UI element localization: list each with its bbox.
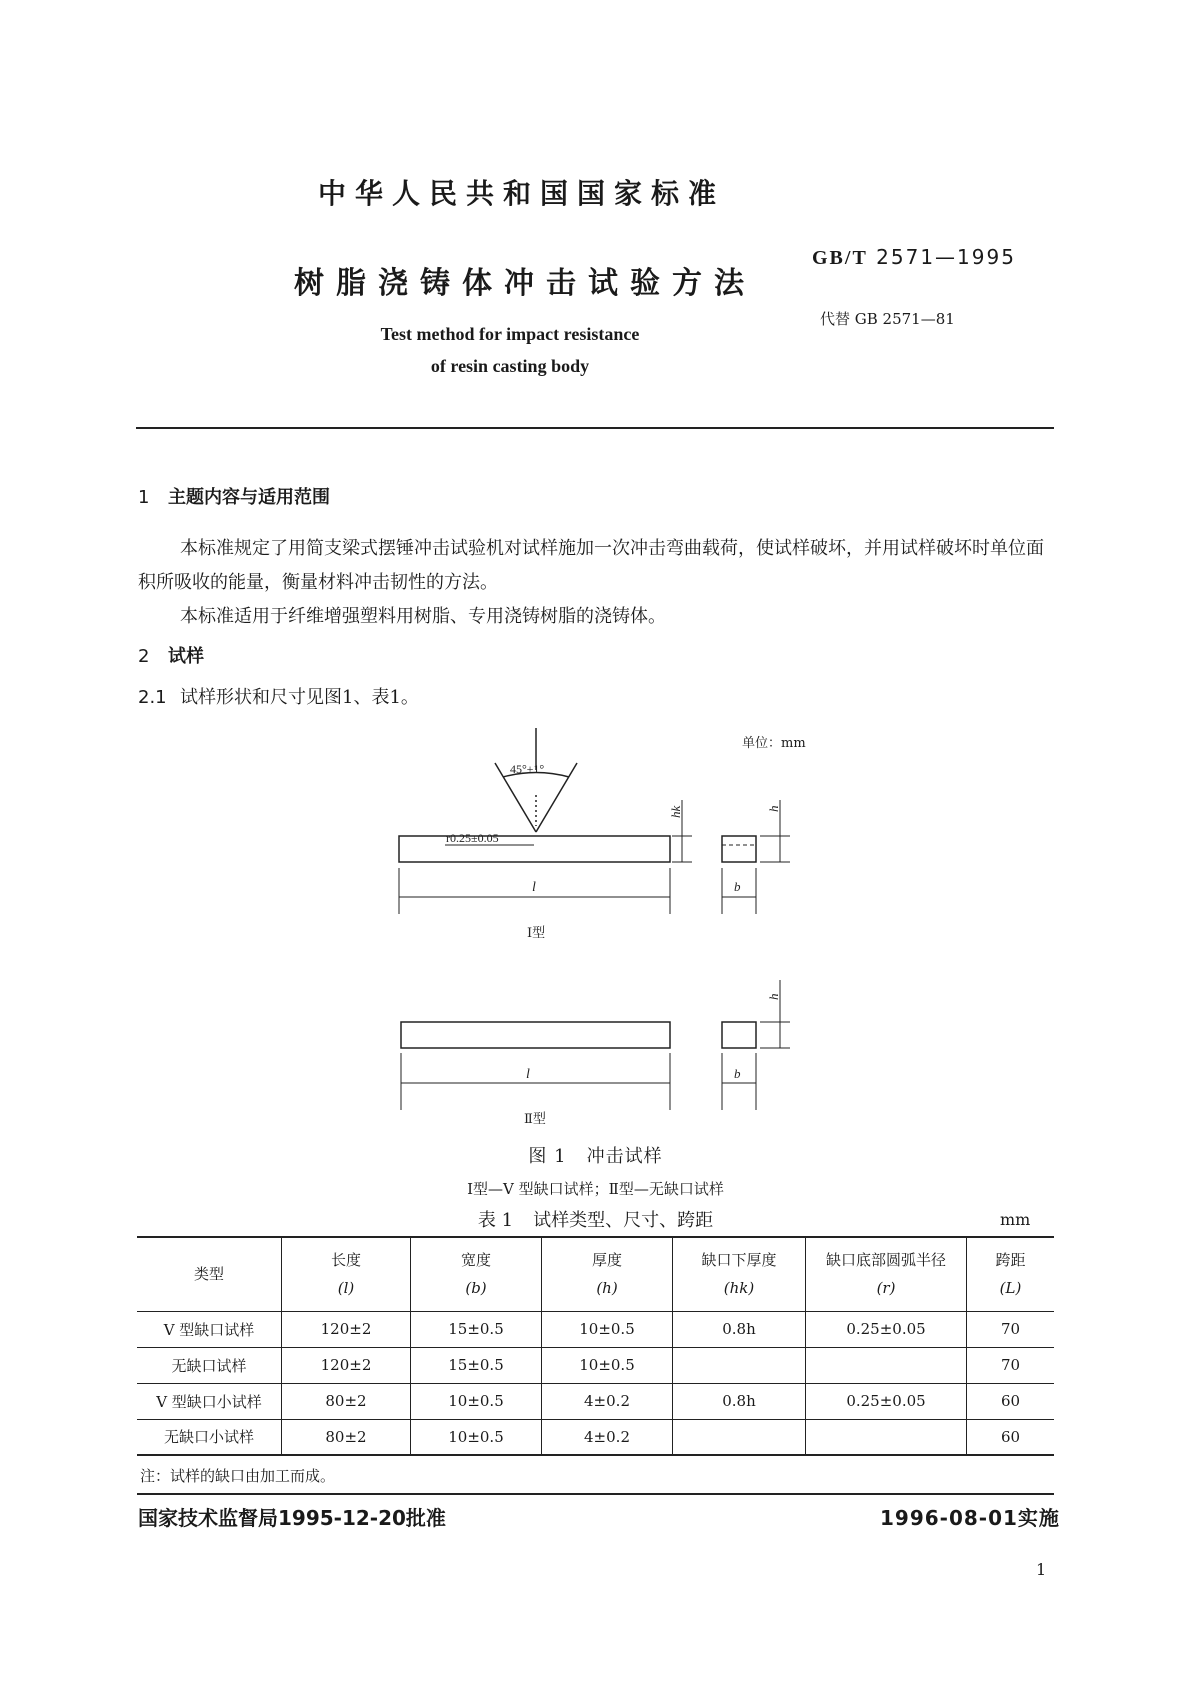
table-number: 表 1: [477, 1210, 514, 1231]
document-title-cn: 树脂浇铸体冲击试验方法: [294, 266, 756, 301]
type1-label: Ⅰ型: [527, 925, 546, 940]
table-row: [137, 1419, 1054, 1455]
national-standard-heading: 中华人民共和国国家标准: [318, 177, 726, 210]
cell-notch-radius: [806, 1347, 967, 1383]
hk-label: hk: [668, 805, 683, 818]
standard-number: 2571—1995: [876, 245, 1016, 269]
type2-cross-section: [722, 1022, 756, 1048]
table-row: [137, 1311, 1054, 1347]
cell-thickness: 4±0.2: [542, 1383, 673, 1419]
cell-thickness: 10±0.5: [542, 1311, 673, 1347]
standard-prefix: GB/T: [812, 247, 868, 269]
cell-span: 70: [967, 1347, 1055, 1383]
radius-label: r0.25±0.05: [446, 831, 499, 845]
cell-width: 10±0.5: [411, 1383, 542, 1419]
cell-notch-thickness: [673, 1347, 806, 1383]
type1-cross-section: [722, 836, 756, 862]
table-note: 注：试样的缺口由加工而成。: [140, 1467, 336, 1485]
replaces-standard: 代替 GB 2571—81: [820, 310, 955, 328]
header-type: 类型: [137, 1237, 282, 1311]
section-title: 主题内容与适用范围: [168, 487, 330, 508]
section-title: 试样: [168, 646, 204, 667]
cell-width: 10±0.5: [411, 1419, 542, 1455]
cell-notch-thickness: 0.8h: [673, 1311, 806, 1347]
l-label: l: [532, 880, 536, 895]
type2-h-label: h: [766, 993, 781, 1000]
section-number: 2: [138, 646, 150, 667]
header-length: 长度 (l): [282, 1237, 411, 1311]
type1-specimen-body: [399, 836, 670, 862]
header-notch-radius: 缺口底部圆弧半径 (r): [806, 1237, 967, 1311]
table-row: [137, 1383, 1054, 1419]
cell-length: 120±2: [282, 1311, 411, 1347]
cell-notch-thickness: 0.8h: [673, 1383, 806, 1419]
cell-thickness: 4±0.2: [542, 1419, 673, 1455]
type2-l-label: l: [526, 1067, 530, 1082]
figure-subcaption: Ⅰ型—V 型缺口试样；Ⅱ型—无缺口试样: [467, 1180, 724, 1198]
type2-b-label: b: [734, 1066, 741, 1081]
table-row: [137, 1347, 1054, 1383]
footer-divider: [137, 1493, 1054, 1495]
cell-span: 70: [967, 1311, 1055, 1347]
header-span: 跨距 (L): [967, 1237, 1055, 1311]
header-thickness: 厚度 (h): [542, 1237, 673, 1311]
angle-label: 45°±1°: [510, 762, 545, 776]
figure-unit-label: 单位：mm: [742, 736, 806, 751]
cell-type: 无缺口试样: [137, 1347, 282, 1383]
b-label: b: [734, 879, 741, 894]
figure-caption: [0, 1142, 1191, 1168]
clause-text: 试样形状和尺寸见图1、表1。: [180, 687, 419, 708]
table-title: 试样类型、尺寸、跨距: [533, 1210, 714, 1231]
header-notch-thickness: 缺口下厚度 (hk): [673, 1237, 806, 1311]
cell-length: 80±2: [282, 1383, 411, 1419]
cell-length: 80±2: [282, 1419, 411, 1455]
cell-span: 60: [967, 1419, 1055, 1455]
title-en-line-2: of resin casting body: [430, 356, 590, 376]
cell-width: 15±0.5: [411, 1311, 542, 1347]
header-width: 宽度 (b): [411, 1237, 542, 1311]
table-unit: mm: [1000, 1210, 1031, 1229]
section-1-paragraph-2: 本标准适用于纤维增强塑料用树脂、专用浇铸树脂的浇铸体。: [180, 606, 666, 627]
figure-number: 图 1: [528, 1146, 567, 1167]
cell-notch-radius: 0.25±0.05: [806, 1311, 967, 1347]
page-number: 1: [1036, 1560, 1047, 1579]
section-1-paragraph-1: 本标准规定了用简支梁式摆锤冲击试验机对试样施加一次冲击弯曲载荷，使试样破坏，并用试样破坏时单位面积所吸收的能量，衡量材料冲击韧性的方法。: [138, 538, 1044, 593]
cell-type: V 型缺口试样: [137, 1311, 282, 1347]
clause-number: 2.1: [138, 687, 167, 708]
h-label: h: [766, 805, 781, 812]
cell-notch-radius: 0.25±0.05: [806, 1383, 967, 1419]
cell-thickness: 10±0.5: [542, 1347, 673, 1383]
section-number: 1: [138, 487, 150, 508]
approval-info: 国家技术监督局1995-12-20批准: [138, 1506, 446, 1530]
cell-notch-thickness: [673, 1419, 806, 1455]
cell-length: 120±2: [282, 1347, 411, 1383]
cell-notch-radius: [806, 1419, 967, 1455]
title-en-line-1: Test method for impact resistance: [380, 324, 640, 344]
table-header-row: [137, 1237, 1054, 1311]
implementation-date: 1996-08-01实施: [880, 1506, 1060, 1530]
type2-specimen-body: [401, 1022, 670, 1048]
cell-width: 15±0.5: [411, 1347, 542, 1383]
cell-type: 无缺口小试样: [137, 1419, 282, 1455]
type2-label: Ⅱ型: [524, 1111, 546, 1126]
figure-title: 冲击试样: [586, 1146, 663, 1167]
cell-span: 60: [967, 1383, 1055, 1419]
cell-type: V 型缺口小试样: [137, 1383, 282, 1419]
specimen-table: [137, 1236, 1054, 1456]
